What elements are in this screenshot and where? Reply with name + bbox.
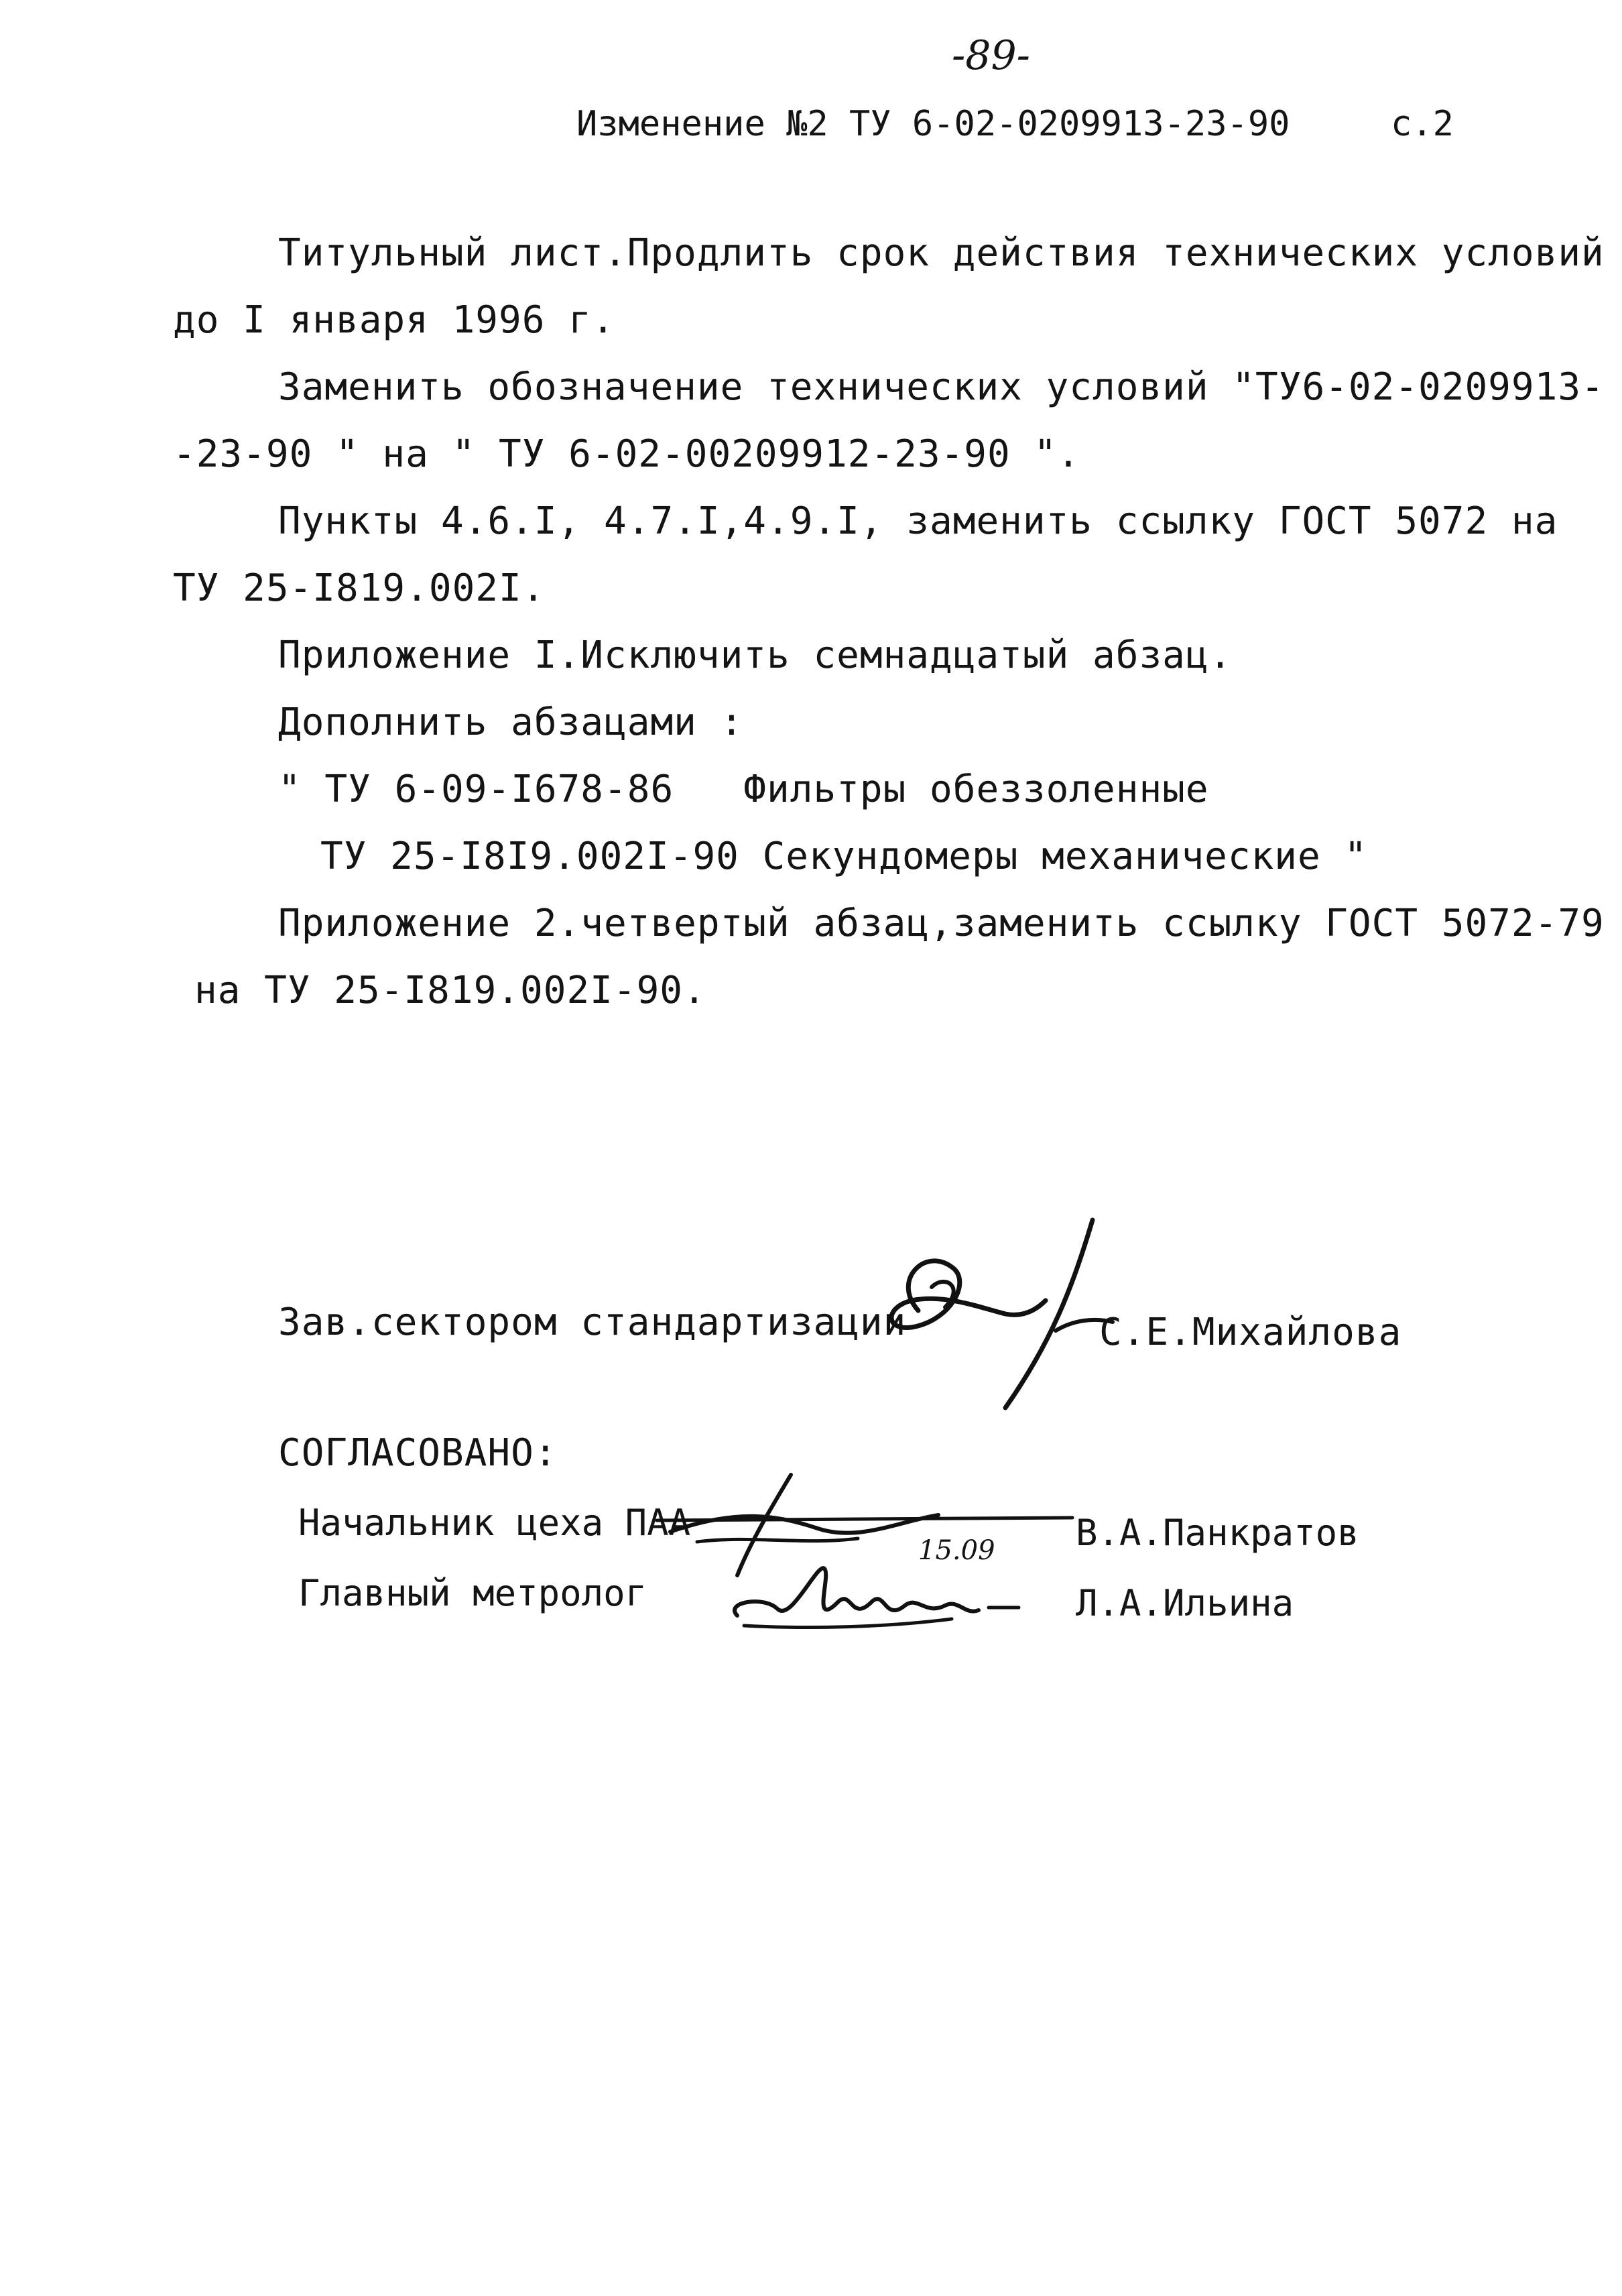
body-line: Приложение I.Исключить семнадцатый абзац. xyxy=(278,633,1233,677)
signer-role: Зав.сектором стандартизации xyxy=(278,1301,907,1344)
sheet-number: с.2 xyxy=(1391,104,1454,144)
approval-heading: СОГЛАСОВАНО: xyxy=(278,1431,558,1475)
body-line: ТУ 25-I819.002I. xyxy=(173,566,546,610)
approver-role: Начальник цеха ПАА xyxy=(298,1502,691,1544)
body-line: Дополнить абзацами : xyxy=(278,701,744,744)
page-number: -89- xyxy=(952,32,1030,79)
approver-name: Л.А.Ильина xyxy=(1076,1582,1294,1624)
approval-date: 15.09 xyxy=(918,1535,995,1566)
approver-name: В.А.Панкратов xyxy=(1076,1512,1359,1554)
body-line: на ТУ 25-I819.002I-90. xyxy=(194,969,706,1012)
body-line: до I января 1996 г. xyxy=(173,298,615,342)
list-item: " ТУ 6-09-I678-86 Фильтры обеззоленные xyxy=(278,768,1209,811)
list-item: ТУ 25-I8I9.002I-90 Секундомеры механические " xyxy=(320,835,1368,878)
approver-role: Главный метролог xyxy=(298,1572,647,1614)
body-line: Приложение 2.четвертый абзац,заменить ссылку ГОСТ 5072-79 xyxy=(278,902,1605,945)
signer-name: С.Е.Михайлова xyxy=(1099,1311,1402,1354)
body-line: Титульный лист.Продлить срок действия технических условий xyxy=(278,231,1605,275)
body-line: -23-90 " на " ТУ 6-02-00209912-23-90 ". xyxy=(173,432,1080,476)
document-header: Изменение №2 ТУ 6-02-0209913-23-90 xyxy=(576,104,1290,144)
signature-ilyina xyxy=(724,1549,1032,1642)
body-line: Пункты 4.6.I, 4.7.I,4.9.I, заменить ссылку ГОСТ 5072 на xyxy=(278,499,1558,543)
body-line: Заменить обозначение технических условий "ТУ6-02-0209913- xyxy=(278,365,1605,409)
